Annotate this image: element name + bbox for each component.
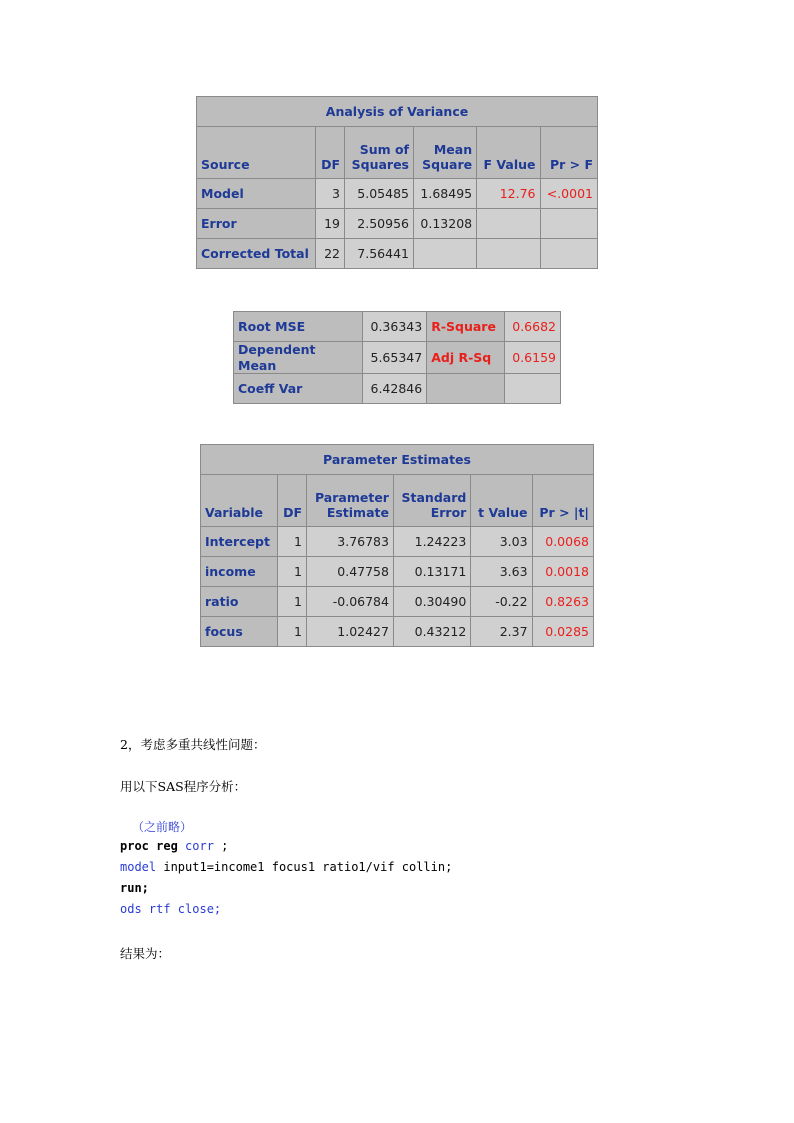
params-variable: ratio — [201, 587, 278, 617]
anova-source: Model — [197, 179, 316, 209]
code-semicolon: ; — [213, 839, 229, 853]
params-estimate: 3.76783 — [307, 527, 394, 557]
anova-title: Analysis of Variance — [197, 97, 598, 127]
anova-f: 12.76 — [477, 179, 540, 209]
table-row — [234, 342, 561, 374]
fit-label-red: Adj R-Sq — [427, 342, 505, 374]
params-estimate: -0.06784 — [307, 587, 394, 617]
params-se: 0.43212 — [393, 617, 470, 647]
code-comment: （之前略） — [132, 820, 193, 834]
fit-label-red: R-Square — [427, 312, 505, 342]
params-se: 0.30490 — [393, 587, 470, 617]
anova-ss: 2.50956 — [345, 209, 414, 239]
params-estimate: 1.02427 — [307, 617, 394, 647]
code-line-model — [120, 860, 452, 874]
code-keyword-corr: corr — [185, 839, 214, 853]
fit-value: 5.65347 — [363, 342, 427, 374]
code-line-ods: ods rtf close; — [120, 902, 222, 916]
anova-f — [477, 209, 540, 239]
anova-df: 3 — [316, 179, 345, 209]
code-keyword-proc: proc reg — [120, 839, 178, 853]
section-heading: 2，考虑多重共线性问题： — [120, 737, 266, 752]
table-row — [234, 312, 561, 342]
params-df: 1 — [278, 557, 307, 587]
params-variable: Intercept — [201, 527, 278, 557]
fit-value-red: 0.6682 — [505, 312, 561, 342]
params-p: 0.8263 — [532, 587, 593, 617]
table-row — [201, 587, 594, 617]
anova-header-f: F Value — [477, 127, 540, 179]
anova-ms: 0.13208 — [414, 209, 477, 239]
params-p: 0.0285 — [532, 617, 593, 647]
table-row — [234, 374, 561, 404]
params-df: 1 — [278, 527, 307, 557]
fit-label: Dependent Mean — [234, 342, 363, 374]
fit-label-red — [427, 374, 505, 404]
anova-header-ms: Mean Square — [414, 127, 477, 179]
params-t: 3.03 — [471, 527, 532, 557]
params-header-p: Pr > |t| — [532, 475, 593, 527]
params-header-estimate: Parameter Estimate — [307, 475, 394, 527]
params-variable: income — [201, 557, 278, 587]
anova-df: 19 — [316, 209, 345, 239]
anova-header-ss: Sum of Squares — [345, 127, 414, 179]
intro-text: 用以下SAS程序分析： — [120, 779, 247, 794]
anova-df: 22 — [316, 239, 345, 269]
fit-value: 6.42846 — [363, 374, 427, 404]
fit-label: Coeff Var — [234, 374, 363, 404]
fit-label: Root MSE — [234, 312, 363, 342]
anova-ms — [414, 239, 477, 269]
anova-source: Corrected Total — [197, 239, 316, 269]
table-row — [197, 179, 598, 209]
fit-statistics-table — [233, 311, 561, 404]
fit-value-red — [505, 374, 561, 404]
table-row — [197, 209, 598, 239]
params-header-se: Standard Error — [393, 475, 470, 527]
anova-p — [540, 209, 597, 239]
params-p: 0.0068 — [532, 527, 593, 557]
table-row — [201, 527, 594, 557]
params-variable: focus — [201, 617, 278, 647]
fit-value: 0.36343 — [363, 312, 427, 342]
code-model-args: input1=income1 focus1 ratio1/vif collin; — [156, 860, 453, 874]
anova-header-df: DF — [316, 127, 345, 179]
params-t: -0.22 — [471, 587, 532, 617]
anova-f — [477, 239, 540, 269]
table-row — [201, 557, 594, 587]
code-line-proc — [120, 839, 228, 853]
anova-p: <.0001 — [540, 179, 597, 209]
table-row — [201, 617, 594, 647]
params-t: 2.37 — [471, 617, 532, 647]
anova-source: Error — [197, 209, 316, 239]
anova-p — [540, 239, 597, 269]
params-p: 0.0018 — [532, 557, 593, 587]
anova-ss: 5.05485 — [345, 179, 414, 209]
parameter-estimates-table — [200, 444, 594, 647]
table-row — [197, 239, 598, 269]
result-text: 结果为： — [120, 946, 171, 961]
anova-header-p: Pr > F — [540, 127, 597, 179]
params-title: Parameter Estimates — [201, 445, 594, 475]
params-t: 3.63 — [471, 557, 532, 587]
params-header-variable: Variable — [201, 475, 278, 527]
anova-ss: 7.56441 — [345, 239, 414, 269]
anova-table — [196, 96, 598, 269]
params-df: 1 — [278, 617, 307, 647]
code-line-run: run; — [120, 881, 149, 895]
params-se: 1.24223 — [393, 527, 470, 557]
params-se: 0.13171 — [393, 557, 470, 587]
code-keyword-model: model — [120, 860, 157, 874]
params-header-t: t Value — [471, 475, 532, 527]
params-df: 1 — [278, 587, 307, 617]
params-estimate: 0.47758 — [307, 557, 394, 587]
anova-header-source: Source — [197, 127, 316, 179]
anova-ms: 1.68495 — [414, 179, 477, 209]
params-header-df: DF — [278, 475, 307, 527]
fit-value-red: 0.6159 — [505, 342, 561, 374]
